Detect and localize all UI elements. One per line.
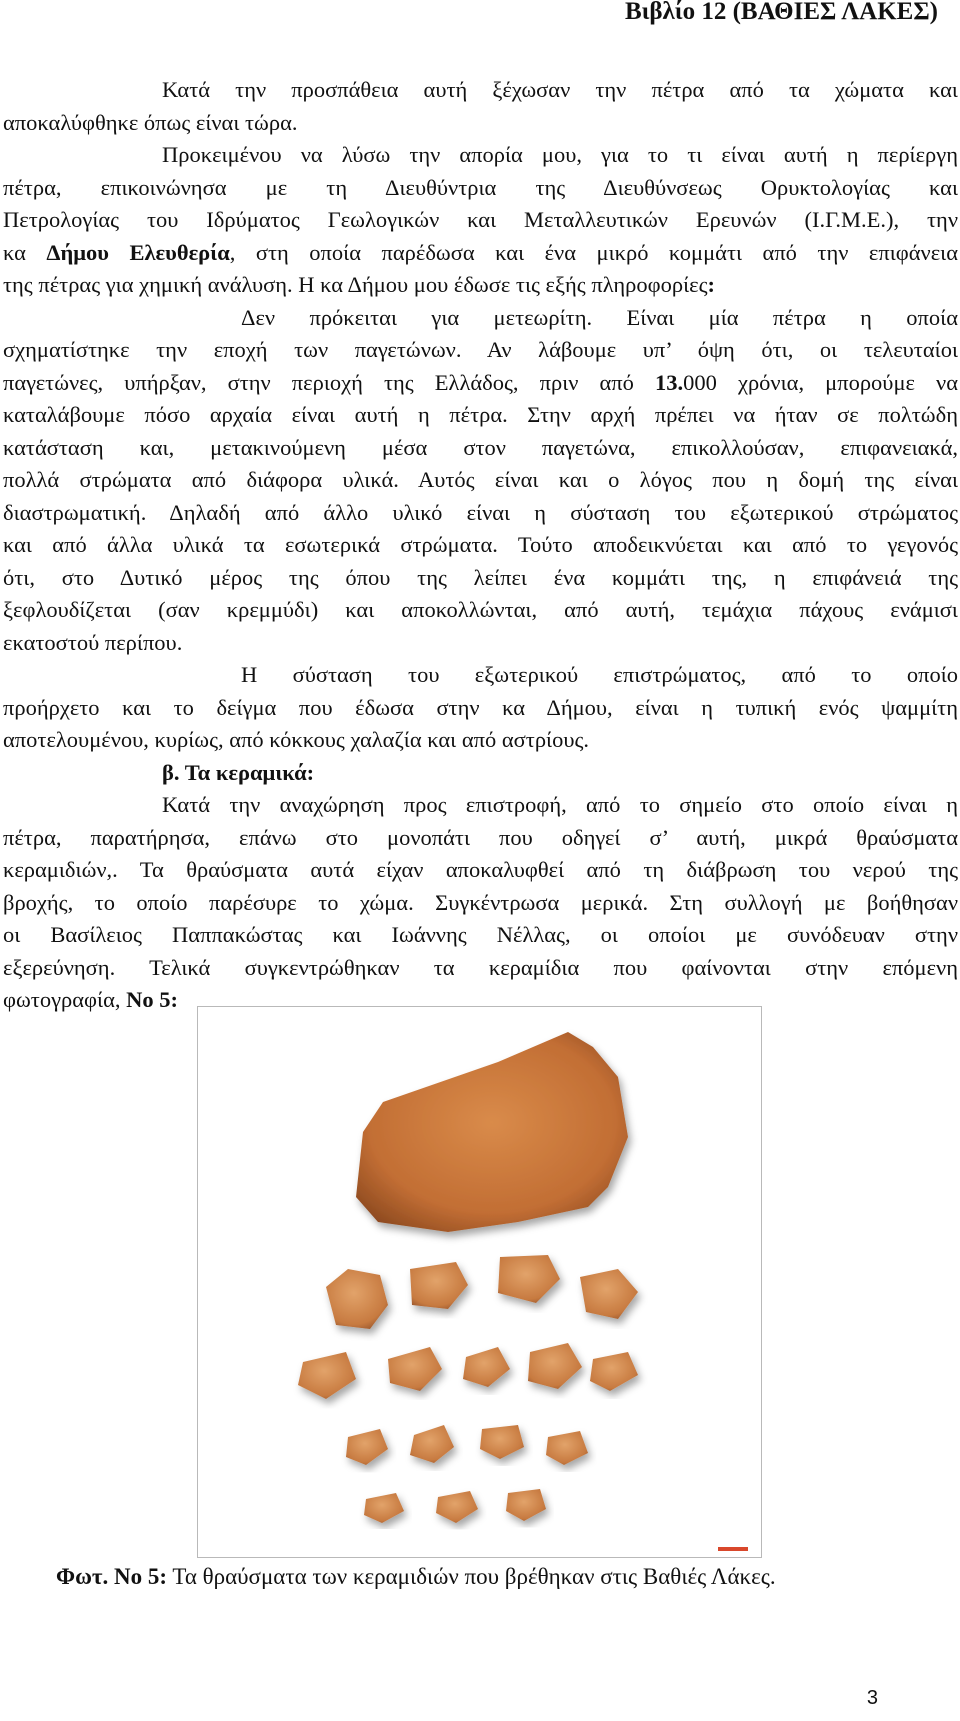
text-line: αποκαλύφθηκε όπως είναι τώρα. (3, 109, 298, 135)
page-number: 3 (866, 1687, 878, 1709)
text-line: διαστρωματική. Δηλαδή από άλλο υλικό είναι η σύσταση του εξωτερικού στρώματος (3, 499, 958, 525)
text-line: κατάσταση και, μετακινούμενη μέσα στον παγετώνα, επικολλούσαν, επιφανειακά, (3, 434, 958, 460)
text-line: εκατοστού περίπου. (3, 629, 183, 655)
text-line: Η σύσταση του εξωτερικού επιστρώματος, από το οποίο (241, 662, 958, 687)
text-line: Κατά την αναχώρηση προς επιστροφή, από το σημείο στο οποίο είναι η (162, 792, 958, 817)
text-line: Πετρολογίας του Ιδρύματος Γεωλογικών και Μεταλλευτικών Ερευνών (Ι.Γ.Μ.Ε.), την (3, 207, 958, 232)
caption-text: Τα θραύσματα των κεραμιδιών που βρέθηκαν στις Βαθιές Λάκες. (167, 1564, 776, 1589)
text-line: της πέτρας για χημική ανάλυση. Η κα Δήμου μου έδωσε τις εξής πληροφορίες: (3, 272, 716, 297)
text-line: προήρχετο και το δείγμα που έδωσα στην κα Δήμου, είναι η τυπική ενός ψαμμίτη (3, 694, 958, 720)
caption-label: Φωτ. Νο 5: (56, 1564, 168, 1589)
text-line: Δεν πρόκειται για μετεωρίτη. Είναι μία πέτρα η οποία (241, 304, 958, 330)
text-line: κεραμιδιών,. Τα θραύσματα αυτά είχαν αποκαλυφθεί από τη διάβρωση του νερού της (3, 857, 958, 882)
photo-ceramic-sherds (197, 1006, 762, 1558)
text-line: κα Δήμου Ελευθερία, στη οποία παρέδωσα και ένα μικρό κομμάτι από την επιφάνεια (3, 239, 958, 265)
text-line: ξεφλουδίζεται (σαν κρεμμύδι) και αποκολλώνται, από αυτή, τεμάχια πάχους ενάμισι (3, 597, 958, 622)
text-line: και από άλλα υλικά τα εσωτερικά στρώματα. Τούτο αποδεικνύεται και από το γεγονός (3, 532, 958, 557)
text-line: αποτελουμένου, κυρίως, από κόκκους χαλαζία και από αστρίους. (3, 727, 590, 752)
text-line: Προκειμένου να λύσω την απορία μου, για το τι είναι αυτή η περίεργη (162, 142, 958, 167)
text-line: βροχής, το οποίο παρέσυρε το χώμα. Συγκέντρωσα μερικά. Στη συλλογή με βοήθησαν (3, 889, 958, 915)
text-line: παγετώνες, υπήρξαν, στην περιοχή της Ελλάδος, πριν από 13.000 χρόνια, μπορούμε να (3, 369, 958, 395)
text-line: πέτρα, επικοινώνησα με τη Διευθύντρια της Διευθύνσεως Ορυκτολογίας και (3, 174, 958, 200)
text-line: πολλά στρώματα από διάφορα υλικά. Αυτός είναι και ο λόγος που η δομή της είναι (3, 467, 958, 492)
sherds-photo-illustration (198, 1007, 761, 1557)
text-line: καταλάβουμε πόσο αρχαία είναι αυτή η πέτρα. Στην αρχή πρέπει να ήταν σε πολτώδη (3, 402, 958, 427)
scale-bar (718, 1547, 748, 1551)
text-line: φωτογραφία, Νο 5: (3, 987, 178, 1012)
section-heading: β. Τα κεραμικά: (162, 759, 315, 785)
text-line: εξερεύνηση. Τελικά συγκεντρώθηκαν τα κεραμίδια που φαίνονται στην επόμενη (3, 954, 958, 980)
running-header: Βιβλίο 12 (ΒΑΘΙΕΣ ΛΑΚΕΣ) (624, 0, 938, 25)
text-line: οι Βασίλειος Παππακώστας και Ιωάννης Νέλλας, οι οποίοι με συνόδευαν στην (3, 922, 958, 947)
text-line: ότι, στο Δυτικό μέρος της όπου της λείπει ένα κομμάτι της, η επιφάνειά της (3, 564, 958, 590)
text-line: πέτρα, παρατήρησα, επάνω στο μονοπάτι που οδηγεί σ’ αυτή, μικρά θραύσματα (3, 824, 958, 850)
bold-name: Δήμου Ελευθερία (46, 239, 230, 265)
figure-caption (56, 1562, 776, 1592)
photo-reference: Νο 5: (126, 987, 178, 1012)
text-line: σχηματίστηκε την εποχή των παγετώνων. Αν λάβουμε υπ’ όψη ότι, οι τελευταίοι (3, 337, 958, 362)
text-line: Κατά την προσπάθεια αυτή ξέχωσαν την πέτρα από τα χώματα και (162, 77, 958, 102)
